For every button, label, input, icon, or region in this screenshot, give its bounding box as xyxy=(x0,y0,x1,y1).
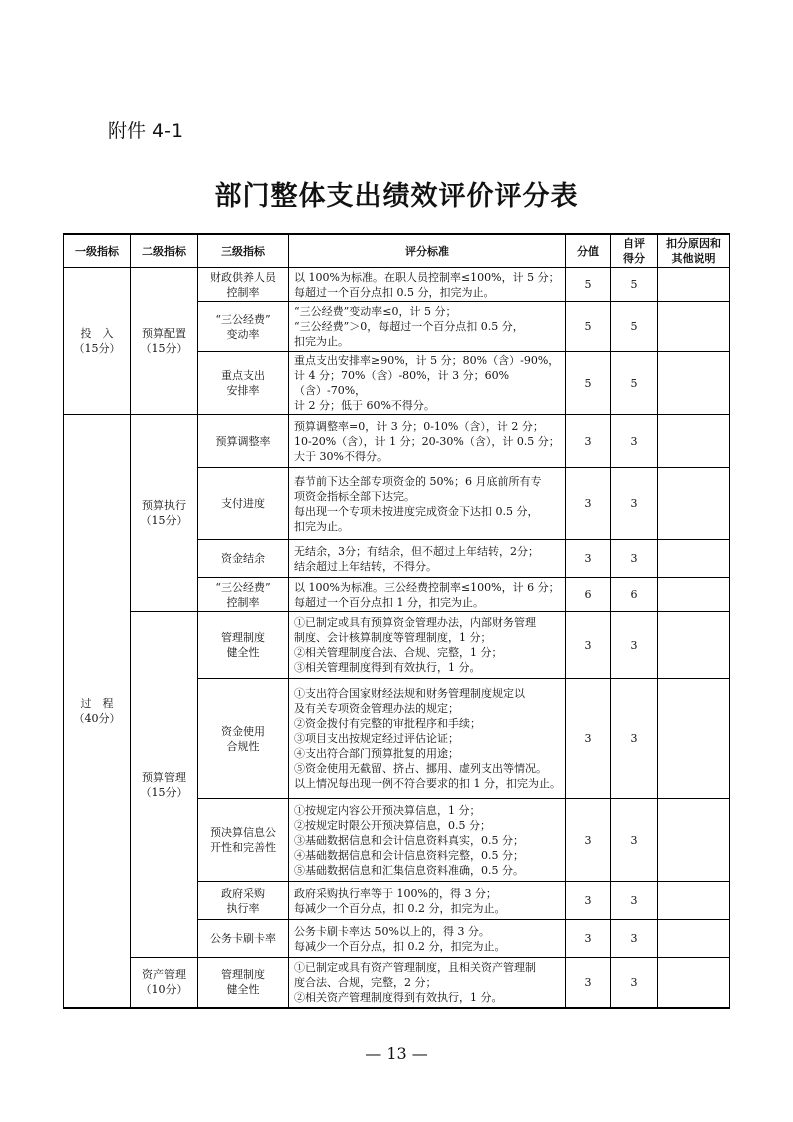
table-row xyxy=(64,268,730,302)
table-row xyxy=(64,612,730,679)
self-score-cell: 5 xyxy=(611,352,658,415)
criteria-cell: ①按规定内容公开预决算信息，1 分； ②按规定时限公开预决算信息，0.5 分； ③基础数据信息和会计信息资料真实，0.5 分； ④基础数据信息和会计信息资料完整，0.5 分； ⑤基础数据信息和汇集信息资料准确，0.5 分。 xyxy=(289,799,566,882)
criteria-cell: ①已制定或具有预算资金管理办法，内部财务管理 制度、会计核算制度等管理制度，1 分； ②相关管理制度合法、合规、完整，1 分； ③相关管理制度得到有效执行，1 分。 xyxy=(289,612,566,679)
score-cell: 3 xyxy=(566,882,611,920)
level3-indicator: 资金结余 xyxy=(198,540,289,578)
table-row xyxy=(64,415,730,468)
criteria-cell: 春节前下达全部专项资金的 50%；6 月底前所有专 项资金指标全部下达完。 每出现一个专项未按进度完成资金下达扣 0.5 分， 扣完为止。 xyxy=(289,468,566,540)
note-cell xyxy=(658,268,730,302)
header-criteria: 评分标准 xyxy=(289,234,566,268)
criteria-cell: ①已制定或具有资产管理制度，且相关资产管理制 度合法、合规，完整，2 分； ②相关资产管理制度得到有效执行，1 分。 xyxy=(289,958,566,1008)
level3-indicator: “三公经费” 控制率 xyxy=(198,578,289,612)
score-cell: 3 xyxy=(566,679,611,799)
self-score-cell: 3 xyxy=(611,679,658,799)
self-score-cell: 6 xyxy=(611,578,658,612)
page-number: — 13 — xyxy=(365,1044,428,1063)
note-cell xyxy=(658,578,730,612)
note-cell xyxy=(658,540,730,578)
level2-budget-allocation: 预算配置 （15分） xyxy=(131,268,198,415)
scoring-table xyxy=(63,233,730,1009)
score-cell: 3 xyxy=(566,540,611,578)
level3-indicator: 管理制度 健全性 xyxy=(198,612,289,679)
criteria-cell: 政府采购执行率等于 100%的，得 3 分； 每减少一个百分点，扣 0.2 分，扣完为止。 xyxy=(289,882,566,920)
criteria-cell: 重点支出安排率≥90%，计 5 分；80%（含）-90%， 计 4 分；70%（含）-80%，计 3 分；60%（含）-70%， 计 2 分；低于 60%不得分。 xyxy=(289,352,566,415)
self-score-cell: 3 xyxy=(611,958,658,1008)
note-cell xyxy=(658,415,730,468)
attachment-label: 附件 4-1 xyxy=(108,120,184,142)
level1-process: 过 程 （40分） xyxy=(64,415,131,1008)
criteria-cell: 以 100%为标准。在职人员控制率≤100%，计 5 分； 每超过一个百分点扣 0.5 分，扣完为止。 xyxy=(289,268,566,302)
self-score-cell: 3 xyxy=(611,612,658,679)
criteria-cell: 预算调整率=0，计 3 分；0-10%（含），计 2 分； 10-20%（含），计 1 分；20-30%（含），计 0.5 分； 大于 30%不得分。 xyxy=(289,415,566,468)
level1-input: 投 入 （15分） xyxy=(64,268,131,415)
level3-indicator: 预决算信息公 开性和完善性 xyxy=(198,799,289,882)
level3-indicator: 支付进度 xyxy=(198,468,289,540)
self-score-cell: 3 xyxy=(611,415,658,468)
score-cell: 6 xyxy=(566,578,611,612)
score-cell: 5 xyxy=(566,268,611,302)
table-header-row xyxy=(64,234,730,268)
note-cell xyxy=(658,302,730,352)
header-level2: 二级指标 xyxy=(131,234,198,268)
criteria-cell: 以 100%为标准。三公经费控制率≤100%，计 6 分； 每超过一个百分点扣 1 分，扣完为止。 xyxy=(289,578,566,612)
note-cell xyxy=(658,612,730,679)
note-cell xyxy=(658,468,730,540)
criteria-cell: 公务卡刷卡率达 50%以上的，得 3 分。 每减少一个百分点，扣 0.2 分，扣完为止。 xyxy=(289,920,566,958)
level3-indicator: 财政供养人员 控制率 xyxy=(198,268,289,302)
score-cell: 3 xyxy=(566,468,611,540)
score-cell: 5 xyxy=(566,302,611,352)
level2-budget-management: 预算管理 （15分） xyxy=(131,612,198,958)
self-score-cell: 5 xyxy=(611,268,658,302)
self-score-cell: 3 xyxy=(611,920,658,958)
header-level1: 一级指标 xyxy=(64,234,131,268)
page-title: 部门整体支出绩效评价评分表 xyxy=(214,181,579,212)
score-cell: 3 xyxy=(566,958,611,1008)
note-cell xyxy=(658,679,730,799)
level3-indicator: “三公经费” 变动率 xyxy=(198,302,289,352)
level2-asset-management: 资产管理 （10分） xyxy=(131,958,198,1008)
note-cell xyxy=(658,882,730,920)
criteria-cell: 无结余，3分；有结余，但不超过上年结转，2分； 结余超过上年结转，不得分。 xyxy=(289,540,566,578)
level3-indicator: 公务卡刷卡率 xyxy=(198,920,289,958)
level2-budget-execution: 预算执行 （15分） xyxy=(131,415,198,612)
score-cell: 3 xyxy=(566,612,611,679)
level3-indicator: 管理制度 健全性 xyxy=(198,958,289,1008)
note-cell xyxy=(658,352,730,415)
score-cell: 3 xyxy=(566,415,611,468)
self-score-cell: 3 xyxy=(611,882,658,920)
header-self-score: 自评 得分 xyxy=(611,234,658,268)
level3-indicator: 资金使用 合规性 xyxy=(198,679,289,799)
note-cell xyxy=(658,799,730,882)
self-score-cell: 3 xyxy=(611,540,658,578)
note-cell xyxy=(658,958,730,1008)
level3-indicator: 重点支出 安排率 xyxy=(198,352,289,415)
criteria-cell: “三公经费”变动率≤0，计 5 分； “三公经费”＞0，每超过一个百分点扣 0.5 分， 扣完为止。 xyxy=(289,302,566,352)
self-score-cell: 3 xyxy=(611,468,658,540)
note-cell xyxy=(658,920,730,958)
score-cell: 3 xyxy=(566,920,611,958)
level3-indicator: 政府采购 执行率 xyxy=(198,882,289,920)
self-score-cell: 5 xyxy=(611,302,658,352)
header-score: 分值 xyxy=(566,234,611,268)
table-row xyxy=(64,958,730,1008)
header-notes: 扣分原因和 其他说明 xyxy=(658,234,730,268)
header-level3: 三级指标 xyxy=(198,234,289,268)
score-cell: 3 xyxy=(566,799,611,882)
self-score-cell: 3 xyxy=(611,799,658,882)
criteria-cell: ①支出符合国家财经法规和财务管理制度规定以 及有关专项资金管理办法的规定； ②资金拨付有完整的审批程序和手续； ③项目支出按规定经过评估论证； ④支出符合部门预算批复的用途； ⑤资金使用无截留、挤占、挪用、虚列支出等情况。 以上情况每出现一例不符合要求的扣 1 分，扣完为止。 xyxy=(289,679,566,799)
score-cell: 5 xyxy=(566,352,611,415)
level3-indicator: 预算调整率 xyxy=(198,415,289,468)
